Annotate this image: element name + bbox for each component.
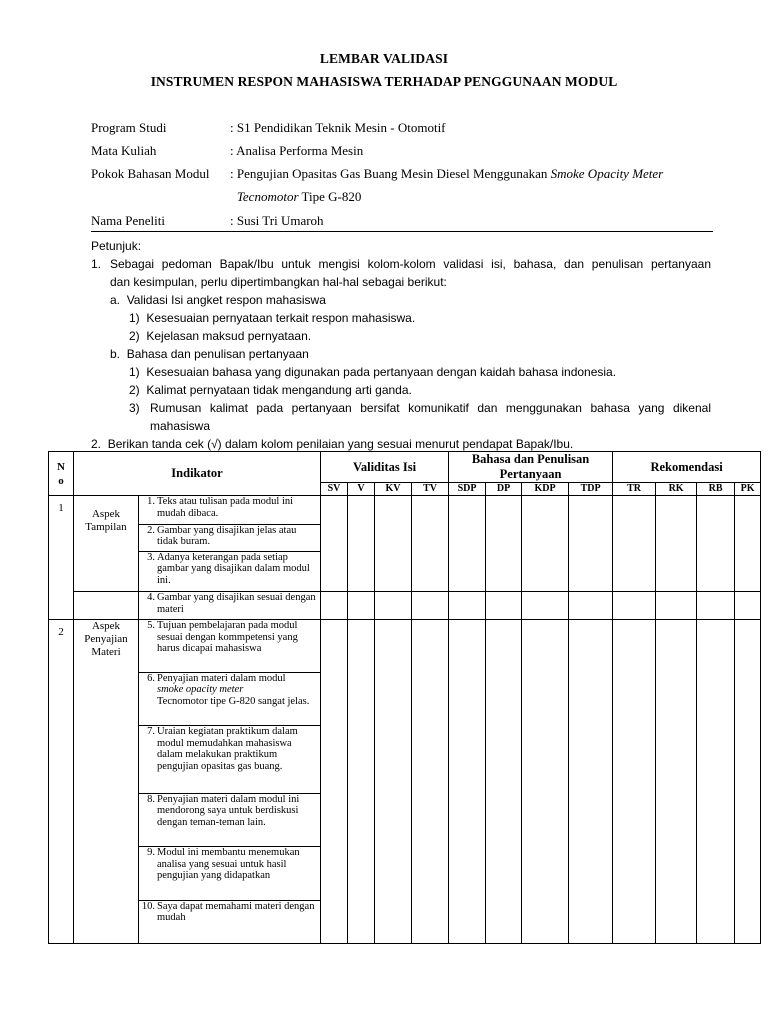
indicator-number: 4.	[147, 592, 155, 604]
indicator-number: 6.	[147, 672, 155, 684]
aspect-label-line: Penyajian	[84, 633, 128, 646]
indicator-text: Tujuan pembelajaran pada modul sesuai dengan kommpetensi yang harus dicapai mahasiswa	[157, 620, 298, 655]
rating-cell[interactable]	[697, 620, 735, 944]
rating-cell[interactable]	[697, 496, 735, 592]
instructions	[91, 237, 711, 452]
indicator-text: Teks atau tulisan pada modul ini mudah dibaca.	[157, 496, 294, 519]
table-row	[49, 496, 761, 524]
aspect-label-line: Aspek	[91, 620, 121, 633]
rating-cell[interactable]	[412, 620, 449, 944]
aspect-label	[74, 496, 139, 592]
rating-cell[interactable]	[613, 496, 656, 592]
indicator-number: 1.	[147, 496, 155, 508]
rating-cell[interactable]	[735, 620, 761, 944]
info-label: Program Studi	[91, 120, 167, 135]
indicator-number: 3.	[147, 551, 155, 563]
rating-cell[interactable]	[656, 592, 697, 620]
indicator-cell	[139, 726, 321, 794]
instruction-text: Sebagai pedoman Bapak/Ibu untuk mengisi kolom-kolom validasi isi, bahasa, dan penulisan pertanyaan	[110, 257, 711, 271]
indicator-number: 5.	[147, 620, 155, 632]
indicator-text: Penyajian materi dalam modul ini mendorong saya untuk berdiskusi dengan teman-teman lain.	[157, 793, 300, 828]
aspect-label-line: Materi	[91, 646, 121, 659]
rating-cell[interactable]	[321, 620, 348, 944]
aspect-label-line: Aspek	[91, 508, 121, 521]
info-divider	[91, 231, 713, 232]
rating-cell[interactable]	[412, 592, 449, 620]
info-value: : S1 Pendidikan Teknik Mesin - Otomotif	[230, 120, 446, 135]
row-number: 1	[49, 496, 74, 620]
indicator-number: 10.	[141, 900, 155, 912]
col-rk: RK	[656, 483, 697, 496]
col-tdp: TDP	[569, 483, 613, 496]
table-row	[49, 620, 761, 672]
criterion: mahasiswa	[150, 419, 211, 433]
indicator-text: Gambar yang disajikan jelas atau tidak buram.	[157, 524, 297, 548]
rating-cell[interactable]	[522, 592, 569, 620]
indicator-text: Adanya keterangan pada setiap gambar yang disajikan dalam modul ini.	[157, 551, 310, 586]
info-value: : Pengujian Opasitas Gas Buang Mesin Diesel Menggunakan Smoke Opacity Meter	[230, 166, 664, 181]
table-row	[49, 592, 761, 620]
col-rb: RB	[697, 483, 735, 496]
rating-cell[interactable]	[449, 592, 486, 620]
indicator-cell	[139, 496, 321, 524]
subsection-label: a. Validasi Isi angket respon mahasiswa	[110, 293, 326, 307]
document-subtitle: INSTRUMEN RESPON MAHASISWA TERHADAP PENGGUNAAN MODUL	[150, 74, 618, 89]
info-value: Tecnomotor Tipe G-820	[236, 189, 362, 204]
indicator-text: Penyajian materi dalam modul smoke opacity meter Tecnomotor tipe G-820 sangat jelas.	[157, 672, 310, 707]
indicator-text: Uraian kegiatan praktikum dalam modul memudahkan mahasiswa dalam melakukan praktikum pengujian opasitas gas buang.	[157, 726, 298, 772]
row-number: 2	[49, 620, 74, 944]
rating-cell[interactable]	[486, 620, 522, 944]
criterion-number: 3)	[129, 401, 140, 415]
col-tv: TV	[412, 483, 449, 496]
header-validitas-isi: Validitas Isi	[321, 452, 449, 483]
indicator-cell	[139, 551, 321, 591]
rating-cell[interactable]	[656, 496, 697, 592]
rating-cell[interactable]	[613, 592, 656, 620]
rating-cell[interactable]	[321, 592, 348, 620]
instruction-number: 1.	[91, 257, 102, 271]
col-v: V	[348, 483, 375, 496]
rating-cell[interactable]	[697, 592, 735, 620]
rating-cell[interactable]	[569, 592, 613, 620]
info-label: Nama Peneliti	[91, 213, 166, 228]
col-sv: SV	[321, 483, 348, 496]
rating-cell[interactable]	[348, 620, 375, 944]
instructions-heading: Petunjuk:	[91, 239, 142, 253]
validation-table	[48, 451, 761, 944]
rating-cell[interactable]	[449, 496, 486, 592]
col-kdp: KDP	[522, 483, 569, 496]
indicator-cell	[139, 847, 321, 900]
indicator-cell	[139, 592, 321, 620]
info-label: Pokok Bahasan Modul	[91, 166, 210, 181]
criterion: 1) Kesesuaian bahasa yang digunakan pada pertanyaan dengan kaidah bahasa indonesia.	[129, 365, 617, 379]
info-label: Mata Kuliah	[91, 143, 157, 158]
rating-cell[interactable]	[375, 496, 412, 592]
header-bahasa: Bahasa dan Penulisan Pertanyaan	[449, 452, 613, 483]
indicator-text: Saya dapat memahami materi dengan mudah	[157, 900, 315, 924]
aspect-label-blank	[74, 592, 139, 620]
rating-cell[interactable]	[412, 496, 449, 592]
criterion: 2) Kalimat pernyataan tidak mengandung arti ganda.	[129, 383, 412, 397]
aspect-label-line: Tampilan	[85, 521, 127, 534]
rating-cell[interactable]	[569, 620, 613, 944]
indicator-cell	[139, 672, 321, 725]
rating-cell[interactable]	[486, 496, 522, 592]
col-sdp: SDP	[449, 483, 486, 496]
rating-cell[interactable]	[522, 496, 569, 592]
rating-cell[interactable]	[348, 592, 375, 620]
indicator-number: 8.	[147, 793, 155, 805]
criterion: Rumusan kalimat pada pertanyaan bersifat komunikatif dan menggunakan bahasa yang dikenal	[150, 401, 711, 415]
rating-cell[interactable]	[321, 496, 348, 592]
criterion: 1) Kesesuaian pernyataan terkait respon mahasiswa.	[129, 311, 416, 325]
indicator-cell	[139, 793, 321, 846]
indicator-text: Gambar yang disajikan sesuai dengan materi	[157, 592, 316, 615]
indicator-cell	[139, 620, 321, 672]
table-body	[49, 496, 761, 944]
col-pk: PK	[735, 483, 761, 496]
header-no: N o	[49, 452, 74, 496]
header-rekomendasi: Rekomendasi	[613, 452, 761, 483]
rating-cell[interactable]	[656, 620, 697, 944]
rating-cell[interactable]	[375, 592, 412, 620]
indicator-number: 9.	[147, 847, 155, 859]
instruction-text: dan kesimpulan, perlu dipertimbangkan hal-hal sebagai berikut:	[110, 275, 447, 289]
indicator-number: 2.	[147, 524, 155, 536]
rating-cell[interactable]	[613, 620, 656, 944]
indicator-text: Modul ini membantu menemukan analisa yang sesuai untuk hasil pengujian yang didapatkan	[157, 847, 300, 882]
subsection-label: b. Bahasa dan penulisan pertanyaan	[110, 347, 309, 361]
info-value: : Analisa Performa Mesin	[230, 143, 364, 158]
indicator-number: 7.	[147, 726, 155, 738]
indicator-cell	[139, 900, 321, 943]
rating-cell[interactable]	[348, 496, 375, 592]
instruction-item: 2. Berikan tanda cek (√) dalam kolom penilaian yang sesuai menurut pendapat Bapak/Ibu.	[91, 437, 574, 451]
info-value: : Susi Tri Umaroh	[230, 213, 324, 228]
rating-cell[interactable]	[486, 592, 522, 620]
criterion: 2) Kejelasan maksud pernyataan.	[129, 329, 312, 343]
aspect-label	[74, 620, 139, 944]
indicator-text-italic: smoke opacity meter	[157, 684, 244, 696]
indicator-cell	[139, 524, 321, 551]
document-title: LEMBAR VALIDASI	[319, 51, 449, 66]
rating-cell[interactable]	[569, 496, 613, 592]
col-dp: DP	[486, 483, 522, 496]
header-indikator: Indikator	[74, 452, 321, 496]
col-tr: TR	[613, 483, 656, 496]
rating-cell[interactable]	[522, 620, 569, 944]
rating-cell[interactable]	[735, 592, 761, 620]
rating-cell[interactable]	[449, 620, 486, 944]
rating-cell[interactable]	[375, 620, 412, 944]
col-kv: KV	[375, 483, 412, 496]
rating-cell[interactable]	[735, 496, 761, 592]
